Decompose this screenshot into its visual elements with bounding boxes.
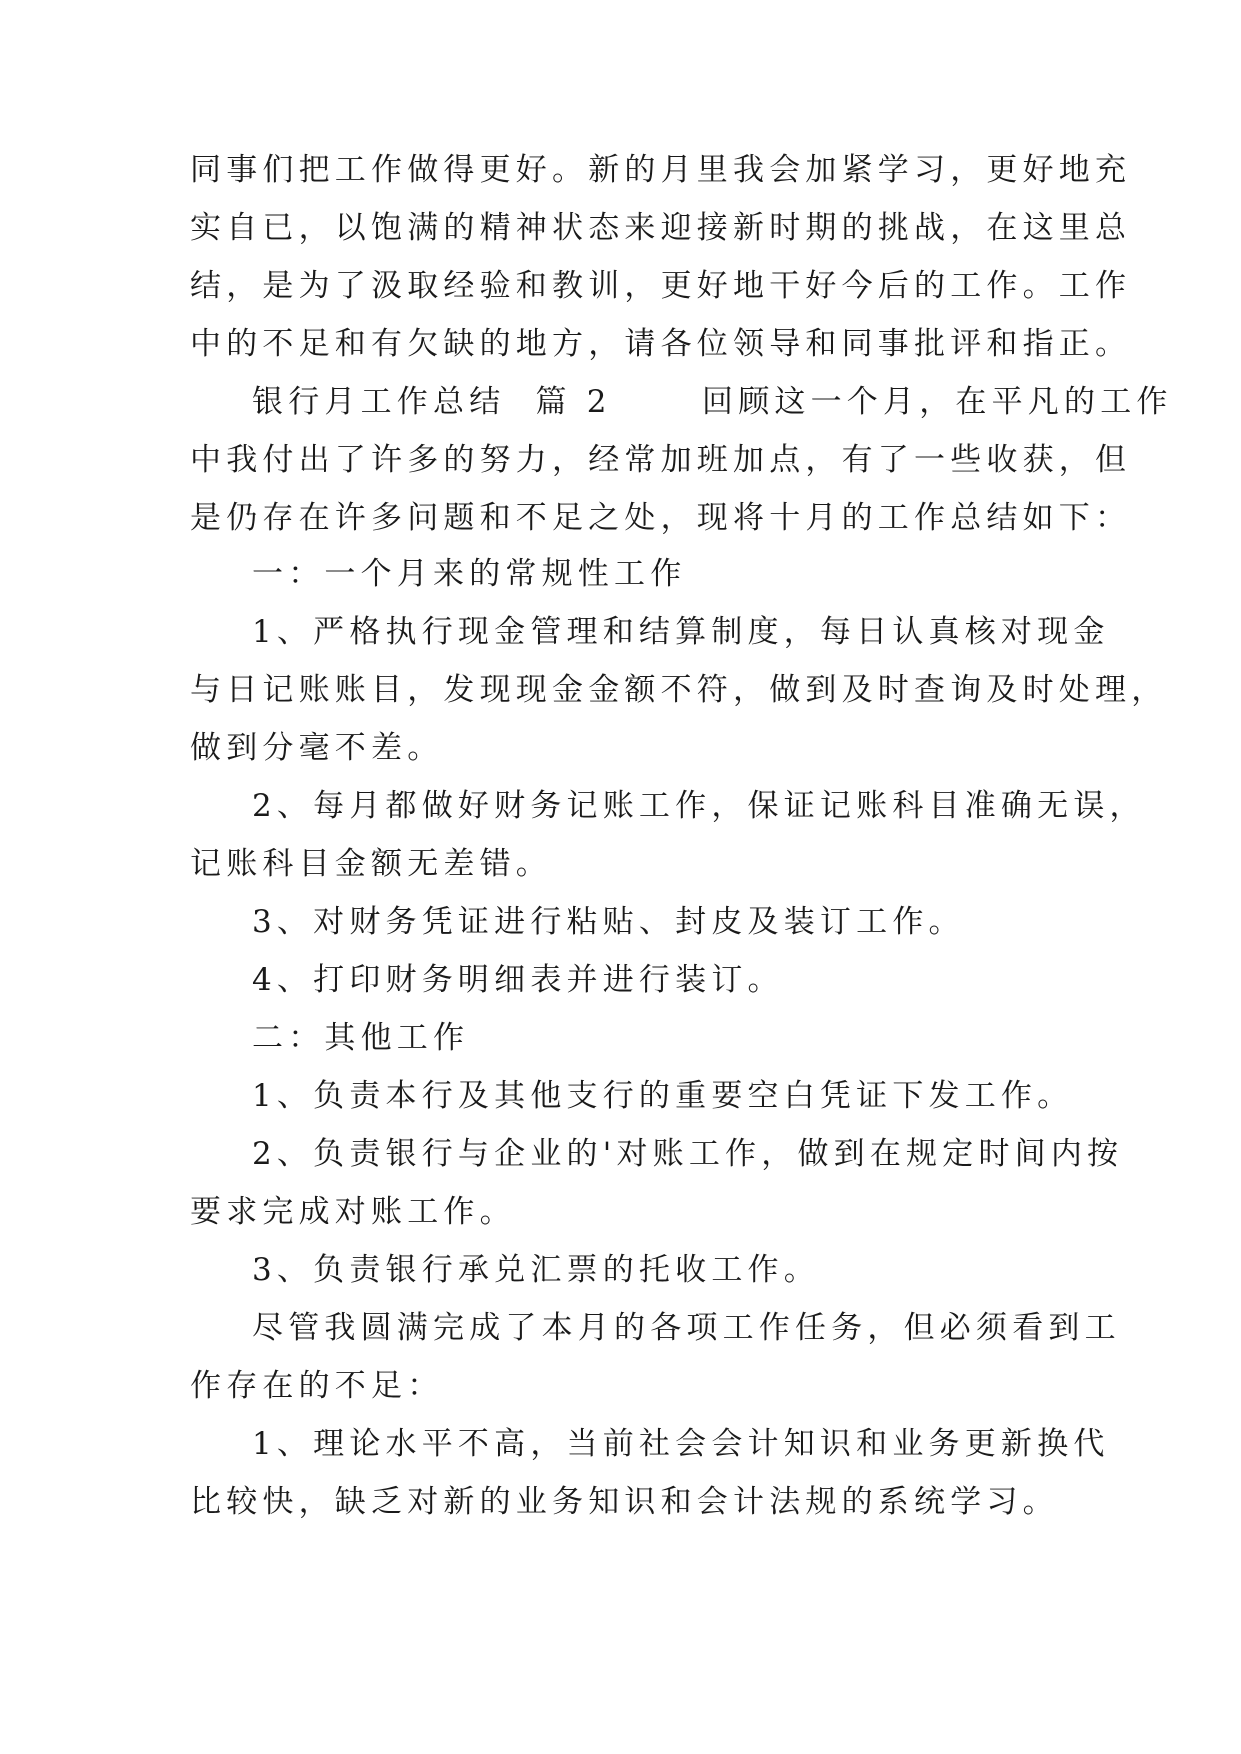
text-line: 比较快，缺乏对新的业务知识和会计法规的系统学习。: [190, 1484, 1059, 1520]
text-line: 实自已，以饱满的精神状态来迎接新时期的挑战，在这里总: [190, 210, 1132, 246]
text-line: 作存在的不足：: [190, 1368, 444, 1404]
subheading-line: 一：一个月来的常规性工作: [252, 556, 687, 592]
text-line: 要求完成对账工作。: [190, 1194, 516, 1230]
paragraph-line: 尽管我圆满完成了本月的各项工作任务，但必须看到工: [252, 1310, 1121, 1346]
list-item-line: 2、负责银行与企业的'对账工作，做到在规定时间内按: [252, 1136, 1124, 1172]
subheading-line: 二：其他工作: [252, 1020, 470, 1056]
text-line: 中的不足和有欠缺的地方，请各位领导和同事批评和指正。: [190, 326, 1132, 362]
text-line: 中我付出了许多的努力，经常加班加点，有了一些收获，但: [190, 442, 1132, 478]
list-item-line: 3、负责银行承兑汇票的托收工作。: [252, 1252, 820, 1288]
list-item-line: 1、理论水平不高，当前社会会计知识和业务更新换代: [252, 1426, 1110, 1462]
list-item-line: 1、负责本行及其他支行的重要空白凭证下发工作。: [252, 1078, 1074, 1114]
text-line: 是仍存在许多问题和不足之处，现将十月的工作总结如下：: [190, 500, 1132, 536]
list-item-line: 3、对财务凭证进行粘贴、封皮及装订工作。: [252, 904, 965, 940]
section-heading-line: 银行月工作总结 篇 2 回顾这一个月，在平凡的工作: [252, 384, 1173, 420]
text-line: 结，是为了汲取经验和教训，更好地干好今后的工作。工作: [190, 268, 1132, 304]
list-item-line: 1、严格执行现金管理和结算制度，每日认真核对现金: [252, 614, 1110, 650]
text-line: 记账科目金额无差错。: [190, 846, 552, 882]
text-line: 同事们把工作做得更好。新的月里我会加紧学习，更好地充: [190, 152, 1132, 188]
list-item-line: 4、打印财务明细表并进行装订。: [252, 962, 784, 998]
text-line: 与日记账账目，发现现金金额不符，做到及时查询及时处理，: [190, 672, 1168, 708]
text-line: 做到分毫不差。: [190, 730, 444, 766]
list-item-line: 2、每月都做好财务记账工作，保证记账科目准确无误，: [252, 788, 1146, 824]
